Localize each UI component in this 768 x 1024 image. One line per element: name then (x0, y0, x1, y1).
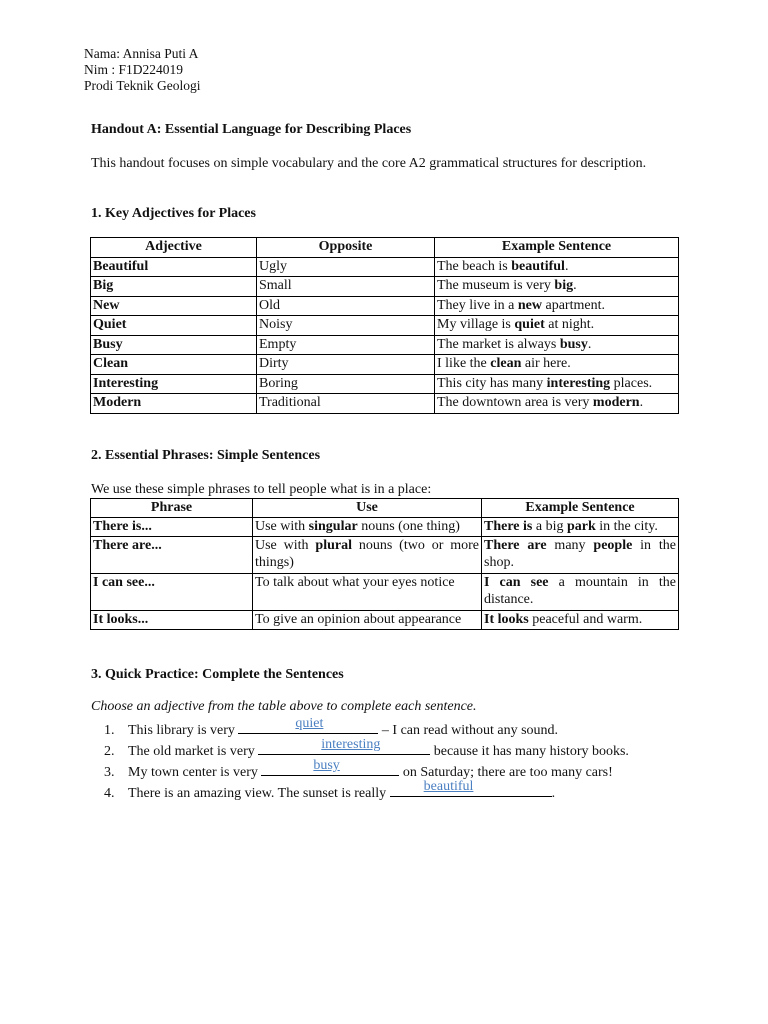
example-text: a mountain in the distance. (484, 575, 677, 607)
adjective-cell: Beautiful (91, 257, 257, 277)
answer-blank[interactable] (258, 737, 430, 755)
student-header (84, 46, 201, 94)
table-row (91, 611, 679, 630)
item-text: . (551, 786, 556, 801)
phrase-cell: I can see... (91, 574, 253, 611)
table-row (91, 316, 679, 336)
opposite-cell: Ugly (257, 257, 435, 277)
list-item (104, 758, 629, 782)
example-text: The beach is (437, 258, 512, 274)
example-keyword: busy (559, 336, 588, 352)
example-text: at night. (544, 317, 595, 332)
adjective-cell: Clean (91, 355, 257, 375)
table-header: Use (253, 499, 482, 518)
example-cell (435, 355, 679, 375)
use-cell (253, 518, 482, 537)
phrase-cell: It looks... (91, 611, 253, 630)
opposite-cell: Boring (257, 374, 435, 394)
answer-text: busy (313, 758, 340, 773)
section3-heading: 3. Quick Practice: Complete the Sentences (91, 667, 344, 682)
example-keyword: There are (484, 538, 547, 553)
table-header: Opposite (257, 238, 435, 258)
student-program: Prodi Teknik Geologi (84, 78, 201, 93)
example-text: This city has many (437, 375, 547, 391)
adjective-cell: Quiet (91, 316, 257, 336)
student-nim: Nim : F1D224019 (84, 62, 184, 77)
answer-text: quiet (295, 716, 324, 731)
use-cell (253, 537, 482, 574)
example-cell (435, 296, 679, 316)
section3-instruction: Choose an adjective from the table above to complete each sentence. (91, 699, 477, 714)
item-text: on Saturday; there are too many cars! (399, 765, 613, 780)
table-row (91, 355, 679, 375)
example-text: . (587, 336, 592, 352)
item-number: 3. (104, 765, 115, 780)
table-row (91, 518, 679, 537)
example-keyword: quiet (514, 317, 545, 332)
practice-list (104, 716, 629, 803)
use-text: Use with (255, 538, 316, 553)
example-cell (482, 611, 679, 630)
example-text: places. (610, 375, 653, 391)
answer-text: interesting (321, 737, 381, 752)
use-text: Use with (255, 519, 309, 534)
phrase-cell: There is... (91, 518, 253, 537)
use-cell: To give an opinion about appearance (253, 611, 482, 630)
example-text: a big (532, 519, 567, 534)
table-header: Example Sentence (482, 499, 679, 518)
answer-blank[interactable] (261, 758, 399, 776)
example-keyword: modern (592, 395, 640, 410)
example-text: . (564, 258, 569, 274)
handout-intro: This handout focuses on simple vocabulary and the core A2 grammatical structures for description. (91, 156, 647, 171)
section2-heading: 2. Essential Phrases: Simple Sentences (91, 448, 321, 463)
section2-intro: We use these simple phrases to tell people what is in a place: (91, 482, 432, 497)
table-row (91, 296, 679, 316)
example-text: air here. (521, 356, 571, 371)
example-cell (482, 537, 679, 574)
table-header: Adjective (91, 238, 257, 258)
opposite-cell: Traditional (257, 394, 435, 414)
example-text: . (573, 278, 577, 293)
example-text: in the city. (595, 519, 658, 534)
adjective-cell: Modern (91, 394, 257, 414)
section1-heading: 1. Key Adjectives for Places (91, 206, 256, 221)
table-row (91, 277, 679, 297)
example-keyword: I can see (484, 575, 549, 590)
adjective-cell: New (91, 296, 257, 316)
example-cell (435, 257, 679, 277)
adjectives-table (90, 237, 679, 414)
handout-title: Handout A: Essential Language for Describing Places (91, 122, 412, 137)
opposite-cell: Dirty (257, 355, 435, 375)
example-text: . (639, 395, 644, 410)
item-text: There is an amazing view. The sunset is really (128, 786, 390, 801)
item-text: This library is very (128, 723, 239, 738)
table-row (91, 335, 679, 355)
item-number: 1. (104, 723, 115, 738)
example-keyword: park (566, 519, 596, 534)
answer-blank[interactable] (238, 716, 378, 734)
adjective-cell: Interesting (91, 374, 257, 394)
table-row (91, 537, 679, 574)
table-header: Example Sentence (435, 238, 679, 258)
example-text: peaceful and warm. (528, 612, 643, 627)
use-keyword: plural (315, 538, 352, 553)
example-text: My village is (437, 317, 515, 332)
use-text: nouns (two or more things) (255, 538, 479, 570)
answer-blank[interactable] (390, 779, 552, 797)
example-cell (435, 374, 679, 394)
use-cell: To talk about what your eyes notice (253, 574, 482, 611)
table-row (91, 257, 679, 277)
example-text: The museum is very (437, 278, 555, 293)
table-header: Phrase (91, 499, 253, 518)
item-number: 2. (104, 744, 115, 759)
example-keyword: interesting (546, 375, 611, 391)
example-text: The downtown area is very (437, 395, 593, 410)
example-cell (482, 574, 679, 611)
opposite-cell: Old (257, 296, 435, 316)
example-text: I like the (437, 356, 491, 371)
table-row (91, 374, 679, 394)
example-cell (435, 394, 679, 414)
example-text: many (546, 538, 594, 553)
opposite-cell: Noisy (257, 316, 435, 336)
example-keyword: There is (484, 519, 533, 534)
example-keyword: clean (490, 356, 522, 371)
example-keyword: beautiful (511, 258, 565, 274)
list-item (104, 779, 629, 803)
phrases-table (90, 498, 679, 630)
phrase-cell: There are... (91, 537, 253, 574)
adjective-cell: Big (91, 277, 257, 297)
item-text: – I can read without any sound. (378, 723, 559, 738)
example-text: They live in a (437, 297, 518, 313)
item-text: The old market is very (128, 744, 259, 759)
list-item (104, 737, 629, 761)
example-text: apartment. (542, 297, 605, 313)
example-keyword: big (554, 278, 574, 293)
example-keyword: people (593, 538, 633, 553)
example-keyword: new (517, 297, 542, 313)
example-text: The market is always (437, 336, 560, 352)
adjective-cell: Busy (91, 335, 257, 355)
table-row (91, 574, 679, 611)
table-row (91, 394, 679, 414)
use-text: nouns (one thing) (357, 519, 460, 534)
student-name: Nama: Annisa Puti A (84, 46, 199, 61)
example-cell (435, 277, 679, 297)
example-cell (482, 518, 679, 537)
item-text: because it has many history books. (430, 744, 629, 759)
opposite-cell: Empty (257, 335, 435, 355)
use-keyword: singular (308, 519, 358, 534)
answer-text: beautiful (423, 779, 474, 794)
example-keyword: It looks (484, 612, 529, 627)
example-cell (435, 316, 679, 336)
example-cell (435, 335, 679, 355)
example-text: in the shop. (484, 538, 677, 570)
item-number: 4. (104, 786, 115, 801)
opposite-cell: Small (257, 277, 435, 297)
item-text: My town center is very (128, 765, 262, 780)
